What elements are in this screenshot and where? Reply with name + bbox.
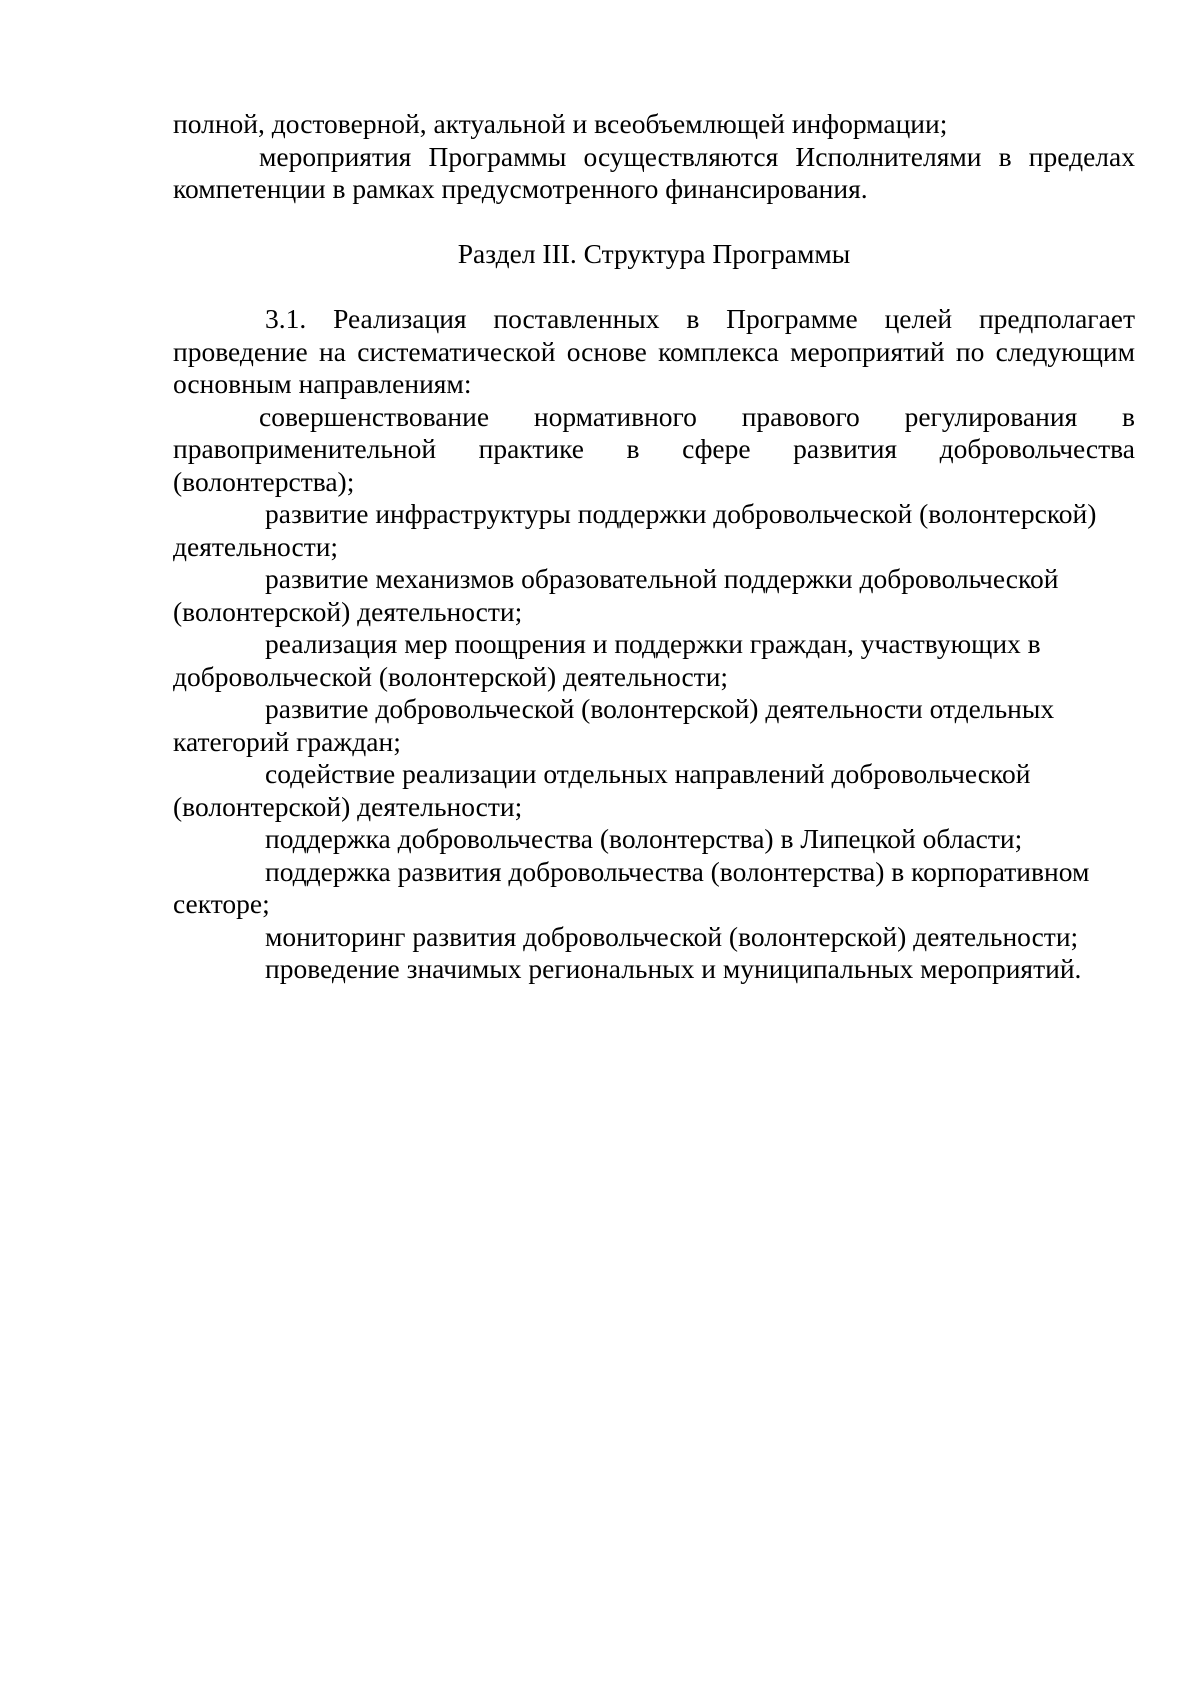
list-item: поддержка добровольчества (волонтерства) в Липецкой области; — [265, 823, 1023, 854]
paragraph-continuation: полной, достоверной, актуальной и всеобъемлющей информации; — [173, 108, 948, 139]
list-item: развитие механизмов образовательной поддержки добровольческой (волонтерской) деятельности; — [173, 563, 1059, 627]
section-heading: Раздел III. Структура Программы — [457, 237, 851, 269]
document-page — [173, 108, 1135, 986]
list-item: проведение значимых региональных и муниципальных мероприятий. — [265, 953, 1082, 984]
list-item: мониторинг развития добровольческой (волонтерской) деятельности; — [265, 920, 1079, 952]
list-item: совершенствование нормативного правового регулирования в правоприменительной практике в сфере развития добровольчества (волонтерства); — [173, 400, 1135, 497]
paragraph-implementation: мероприятия Программы осуществляются Исполнителями в пределах компетенции в рамках предусмотренного финансирования. — [173, 140, 1135, 204]
list-item: поддержка развития добровольчества (волонтерства) в корпоративном секторе; — [173, 855, 1090, 919]
directions-list — [173, 401, 1135, 986]
list-item: развитие добровольческой (волонтерской) деятельности отдельных категорий граждан; — [173, 693, 1055, 757]
list-item: содействие реализации отдельных направлений добровольческой (волонтерской) деятельности; — [173, 758, 1031, 822]
list-item: развитие инфраструктуры поддержки добровольческой (волонтерской) деятельности; — [173, 498, 1097, 562]
list-item: реализация мер поощрения и поддержки граждан, участвующих в добровольческой (волонтерской) деятельности; — [173, 628, 1041, 692]
section-intro-paragraph: 3.1. Реализация поставленных в Программе целей предполагает проведение на систематической основе комплекса мероприятий по следующим основным направлениям: — [173, 303, 1135, 399]
